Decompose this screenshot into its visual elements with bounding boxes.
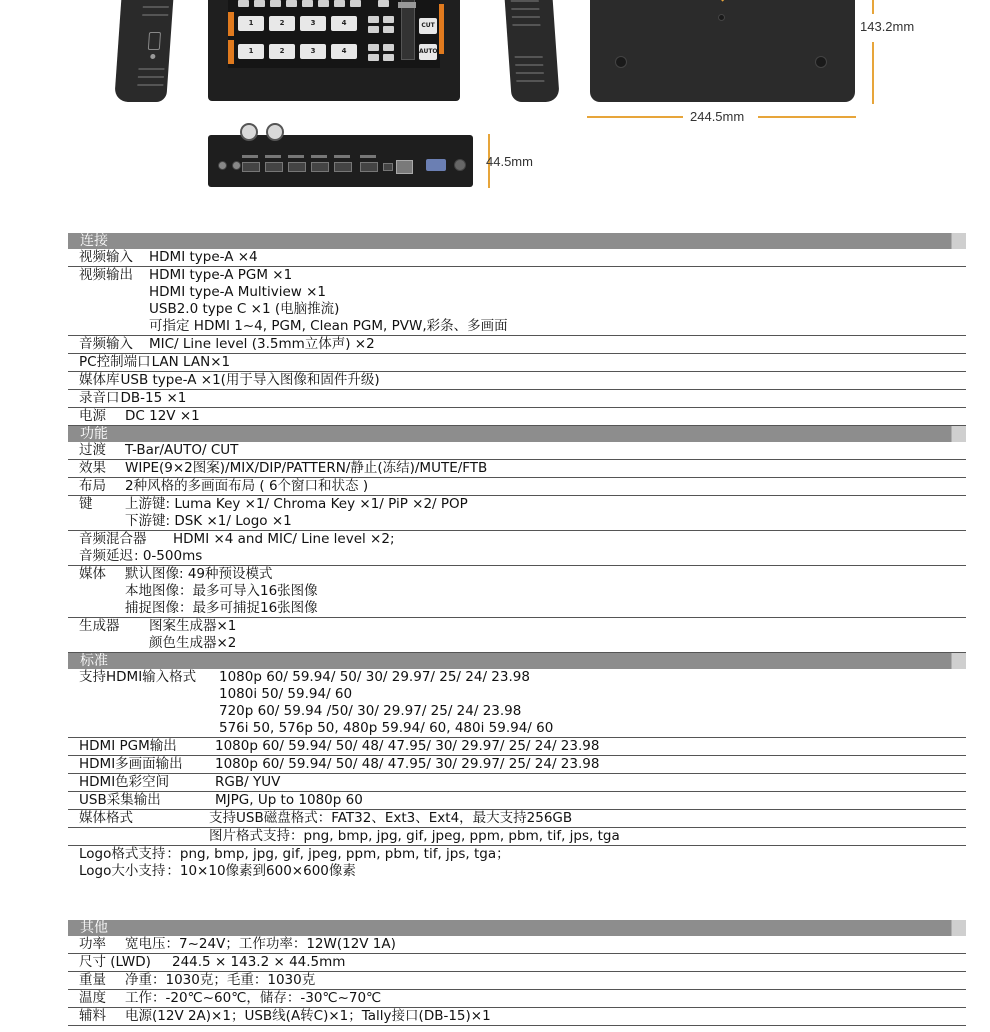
spec-row <box>68 284 966 301</box>
control-panel <box>228 0 440 68</box>
spec-label: HDMI多画面输出 <box>79 756 183 772</box>
spec-label: 辅料 <box>79 1008 106 1024</box>
spec-value: 576i 50, 576p 50, 480p 59.94/ 60, 480i 59.94/ 60 <box>219 720 554 736</box>
db15-port-icon <box>426 159 446 171</box>
section-header <box>68 653 966 669</box>
spec-value: USB type-A ×1(用于导入图像和固件升级) <box>120 372 380 388</box>
program-key: 1 <box>238 16 264 31</box>
spec-value: T-Bar/AUTO/ CUT <box>125 442 239 458</box>
spec-value: 图案生成器×1 <box>149 618 237 634</box>
usb-port-icon <box>148 32 161 50</box>
spec-label: 生成器 <box>79 618 120 634</box>
spec-label: 电源 <box>79 408 106 424</box>
spec-row <box>68 478 966 496</box>
spec-row <box>68 738 966 756</box>
spec-value: WIPE(9×2图案)/MIX/DIP/PATTERN/静止(冻结)/MUTE/FTB <box>125 460 488 476</box>
spec-row <box>68 531 966 548</box>
t-bar <box>401 0 415 60</box>
spec-value: DC 12V ×1 <box>125 408 200 424</box>
spec-row <box>68 669 966 686</box>
spec-value: 2种风格的多画面布局 ( 6个窗口和状态 ) <box>125 478 369 494</box>
spec-row <box>68 249 966 267</box>
preview-key: 4 <box>331 44 357 59</box>
spec-value: 工作：-20℃~60℃，储存：-30℃~70℃ <box>125 990 382 1006</box>
spec-row <box>68 720 966 738</box>
spec-label: PC控制端口 <box>79 354 151 370</box>
spec-value: DB-15 ×1 <box>120 390 187 406</box>
spec-value: RGB/ YUV <box>215 774 281 790</box>
lan-port-icon <box>396 160 413 174</box>
spec-value: 1080p 60/ 59.94/ 50/ 48/ 47.95/ 30/ 29.97/ 25/ 24/ 23.98 <box>215 738 600 754</box>
depth-dimension-label: 44.5mm <box>486 154 533 169</box>
spec-row <box>68 566 966 583</box>
spec-label: 尺寸 (LWD) <box>79 954 151 970</box>
spec-value: MJPG, Up to 1080p 60 <box>215 792 363 808</box>
spec-label: HDMI PGM输出 <box>79 738 177 754</box>
spec-label: Logo大小支持 <box>79 863 166 879</box>
audio-jack-icon <box>232 161 241 170</box>
accent-strip <box>439 4 444 54</box>
auto-key: AUTO <box>419 44 437 60</box>
spec-value: HDMI type-A PGM ×1 <box>149 267 293 283</box>
screw-icon <box>718 14 725 21</box>
screw-icon <box>815 56 827 68</box>
preview-key: 2 <box>269 44 295 59</box>
spec-row <box>68 354 966 372</box>
spec-label: 键 <box>79 496 93 512</box>
spec-row <box>68 686 966 703</box>
spec-row <box>68 600 966 618</box>
hdmi-port-icon <box>311 162 329 172</box>
power-jack-icon <box>454 159 466 171</box>
usb-c-port-icon <box>383 163 393 171</box>
program-key: 3 <box>300 16 326 31</box>
spec-row <box>68 513 966 531</box>
spec-value: : 0-500ms <box>134 548 203 564</box>
hdmi-port-icon <box>360 162 378 172</box>
spec-row <box>68 703 966 720</box>
spec-value: 720p 60/ 59.94 /50/ 30/ 29.97/ 25/ 24/ 23.98 <box>219 703 522 719</box>
spec-value: 上游键: Luma Key ×1/ Chroma Key ×1/ PiP ×2/ POP <box>125 496 468 512</box>
spec-label: 布局 <box>79 478 106 494</box>
spec-row <box>68 390 966 408</box>
program-key: 2 <box>269 16 295 31</box>
hdmi-port-icon <box>288 162 306 172</box>
spec-row <box>68 1008 966 1026</box>
spec-row <box>68 336 966 354</box>
width-dimension-label: 244.5mm <box>690 109 745 124</box>
program-row-tag <box>228 12 234 36</box>
front-view <box>208 135 473 187</box>
spec-row <box>68 583 966 600</box>
spec-row <box>68 936 966 954</box>
hdmi-port-icon <box>334 162 352 172</box>
spec-value: HDMI type-A ×4 <box>149 249 258 265</box>
preview-key: 1 <box>238 44 264 59</box>
spec-row <box>68 635 966 653</box>
spec-value: HDMI type-A Multiview ×1 <box>149 284 327 300</box>
section-title: 连接 <box>80 233 108 249</box>
section-title: 功能 <box>80 426 108 442</box>
spec-value: 可指定 HDMI 1~4, PGM, Clean PGM, PVW,彩条、多画面 <box>149 318 508 334</box>
spec-value: 下游键: DSK ×1/ Logo ×1 <box>125 513 292 529</box>
cut-key: CUT <box>419 18 437 34</box>
knob-icon <box>240 123 258 141</box>
spec-label: USB采集输出 <box>79 792 161 808</box>
spec-label: 重量 <box>79 972 106 988</box>
spec-label: 音频混合器 <box>79 531 147 547</box>
spec-value: HDMI ×4 and MIC/ Line level ×2; <box>173 531 395 547</box>
spec-value: 电源(12V 2A)×1；USB线(A转C)×1；Tally接口(DB-15)×1 <box>125 1008 491 1024</box>
spec-row <box>68 372 966 390</box>
spec-value: LAN LAN×1 <box>151 354 231 370</box>
audio-jack-icon <box>218 161 227 170</box>
spec-label: 录音口 <box>79 390 120 406</box>
spec-value: 支持USB磁盘格式：FAT32、Ext3、Ext4，最大支持256GB <box>209 810 573 826</box>
spec-value: 图片格式支持：png, bmp, jpg, gif, jpeg, ppm, pbm, tif, jps, tga <box>209 828 620 844</box>
hdmi-port-icon <box>242 162 260 172</box>
screw-icon <box>615 56 627 68</box>
hdmi-port-icon <box>265 162 283 172</box>
spec-label: 音频输入 <box>79 336 133 352</box>
product-drawings <box>0 0 990 225</box>
spec-label: 功率 <box>79 936 106 952</box>
spec-value: 捕捉图像：最多可捕捉16张图像 <box>125 600 318 616</box>
preview-key: 3 <box>300 44 326 59</box>
spec-value: 净重：1030克；毛重：1030克 <box>125 972 316 988</box>
spec-value: 1080i 50/ 59.94/ 60 <box>219 686 353 702</box>
spec-row <box>68 792 966 810</box>
spec-table <box>68 233 966 1026</box>
spec-label: 音频延迟 <box>79 548 133 564</box>
spec-row <box>68 442 966 460</box>
width-dimension-line <box>587 116 683 118</box>
spec-row <box>68 318 966 336</box>
left-side-view <box>114 0 174 102</box>
spec-label: 媒体库 <box>79 372 120 388</box>
spec-value: 1080p 60/ 59.94/ 50/ 30/ 29.97/ 25/ 24/ 23.98 <box>219 669 530 685</box>
height-dimension-line <box>872 0 874 14</box>
spec-row <box>68 774 966 792</box>
indicator-icon <box>150 54 155 59</box>
spec-row <box>68 408 966 426</box>
spec-label: 视频输入 <box>79 249 133 265</box>
height-dimension-line <box>872 42 874 104</box>
spec-value: USB2.0 type C ×1 (电脑推流) <box>149 301 340 317</box>
spec-value: 244.5 × 143.2 × 44.5mm <box>172 954 346 970</box>
spec-label: HDMI色彩空间 <box>79 774 170 790</box>
height-dimension-label: 143.2mm <box>860 19 915 34</box>
section-header <box>68 426 966 442</box>
spec-value: ：10×10像素到600×600像素 <box>166 863 356 879</box>
spec-label: 媒体 <box>79 566 106 582</box>
spec-label: 效果 <box>79 460 106 476</box>
spec-label: 过渡 <box>79 442 106 458</box>
right-side-view <box>504 0 560 102</box>
spec-value: 1080p 60/ 59.94/ 50/ 48/ 47.95/ 30/ 29.97/ 25/ 24/ 23.98 <box>215 756 600 772</box>
spec-value: 宽电压：7~24V；工作功率：12W(12V 1A) <box>125 936 396 952</box>
section-title: 标准 <box>80 653 108 669</box>
spec-row <box>68 828 966 846</box>
spec-value: ：png, bmp, jpg, gif, jpeg, ppm, pbm, tif, jps, tga； <box>166 846 510 862</box>
spec-row <box>68 267 966 284</box>
knob-icon <box>266 123 284 141</box>
spec-row <box>68 863 966 880</box>
spec-label: Logo格式支持 <box>79 846 166 862</box>
t-bar-handle-icon <box>398 2 416 8</box>
spec-value: 本地图像：最多可导入16张图像 <box>125 583 318 599</box>
spec-row <box>68 618 966 635</box>
spec-value: 颜色生成器×2 <box>149 635 237 651</box>
spec-row <box>68 972 966 990</box>
section-header <box>68 920 966 936</box>
spec-row <box>68 954 966 972</box>
section-header <box>68 233 966 249</box>
spec-row <box>68 846 966 863</box>
spec-row <box>68 301 966 318</box>
bottom-view <box>590 0 855 102</box>
spec-value: MIC/ Line level (3.5mm立体声) ×2 <box>149 336 375 352</box>
spec-row <box>68 756 966 774</box>
width-dimension-line <box>758 116 856 118</box>
spec-label: 媒体格式 <box>79 810 133 826</box>
spec-label: 支持HDMI输入格式 <box>79 669 197 685</box>
spec-row <box>68 460 966 478</box>
spec-label: 温度 <box>79 990 106 1006</box>
program-key: 4 <box>331 16 357 31</box>
section-title: 其他 <box>80 920 108 936</box>
top-view <box>208 0 460 101</box>
spec-label: 视频输出 <box>79 267 133 283</box>
preview-row-tag <box>228 40 234 64</box>
spec-row <box>68 548 966 566</box>
spec-row <box>68 810 966 828</box>
spec-row <box>68 496 966 513</box>
spec-row <box>68 990 966 1008</box>
spec-value: 默认图像: 49种预设模式 <box>125 566 273 582</box>
